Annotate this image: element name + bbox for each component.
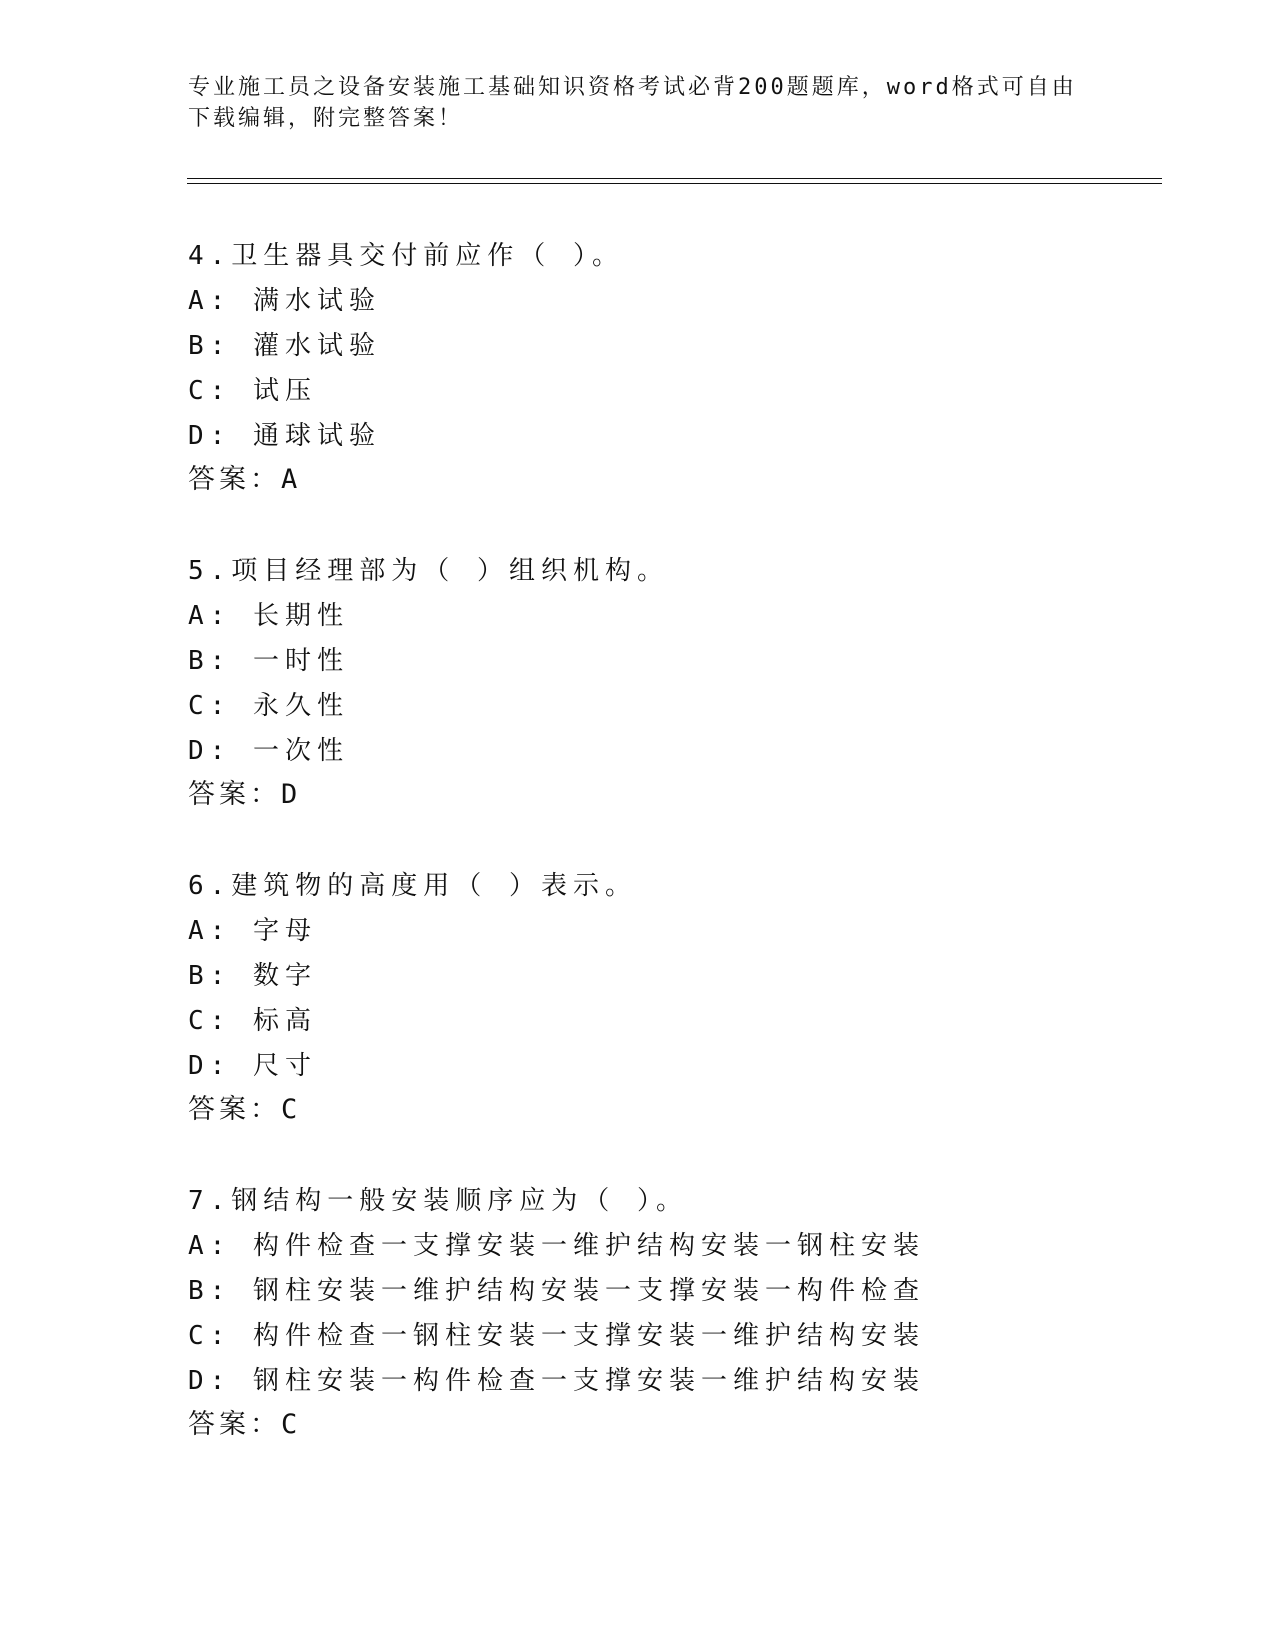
answer-value: D	[281, 779, 302, 810]
answer-label: 答案：	[188, 779, 281, 810]
answer-line	[188, 465, 301, 495]
option-a: A: 构件检查一支撑安装一维护结构安装一钢柱安装	[188, 1231, 925, 1261]
option-b: B: 灌水试验	[188, 331, 381, 361]
question-stem: 6.建筑物的高度用（ ）表示。	[188, 871, 637, 901]
option-d: D: 钢柱安装一构件检查一支撑安装一维护结构安装	[188, 1366, 925, 1396]
option-a: A: 满水试验	[188, 286, 381, 316]
answer-label: 答案：	[188, 1094, 281, 1125]
option-d: D: 一次性	[188, 736, 349, 766]
document-header	[188, 72, 1088, 134]
option-b: B: 数字	[188, 961, 317, 991]
option-d: D: 尺寸	[188, 1051, 317, 1081]
answer-value: C	[281, 1409, 302, 1440]
header-divider-bottom	[187, 183, 1162, 184]
answer-value: C	[281, 1094, 302, 1125]
option-b: B: 钢柱安装一维护结构安装一支撑安装一构件检查	[188, 1276, 925, 1306]
option-a: A: 长期性	[188, 601, 349, 631]
option-d: D: 通球试验	[188, 421, 381, 451]
answer-value: A	[281, 464, 302, 495]
question-stem: 7.钢结构一般安装顺序应为（ ）。	[188, 1186, 688, 1216]
option-b: B: 一时性	[188, 646, 349, 676]
question-stem: 4.卫生器具交付前应作（ ）。	[188, 241, 624, 271]
answer-line	[188, 1410, 301, 1440]
answer-line	[188, 1095, 301, 1125]
answer-line	[188, 780, 301, 810]
option-a: A: 字母	[188, 916, 317, 946]
header-line-1: 专业施工员之设备安装施工基础知识资格考试必背200题题库，word格式可自由	[188, 75, 1077, 100]
question-stem: 5.项目经理部为（ ）组织机构。	[188, 556, 669, 586]
header-divider-top	[187, 178, 1162, 179]
answer-label: 答案：	[188, 464, 281, 495]
option-c: C: 构件检查一钢柱安装一支撑安装一维护结构安装	[188, 1321, 925, 1351]
header-line-2: 下载编辑，附完整答案！	[188, 106, 464, 131]
option-c: C: 试压	[188, 376, 317, 406]
answer-label: 答案：	[188, 1409, 281, 1440]
option-c: C: 永久性	[188, 691, 349, 721]
option-c: C: 标高	[188, 1006, 317, 1036]
